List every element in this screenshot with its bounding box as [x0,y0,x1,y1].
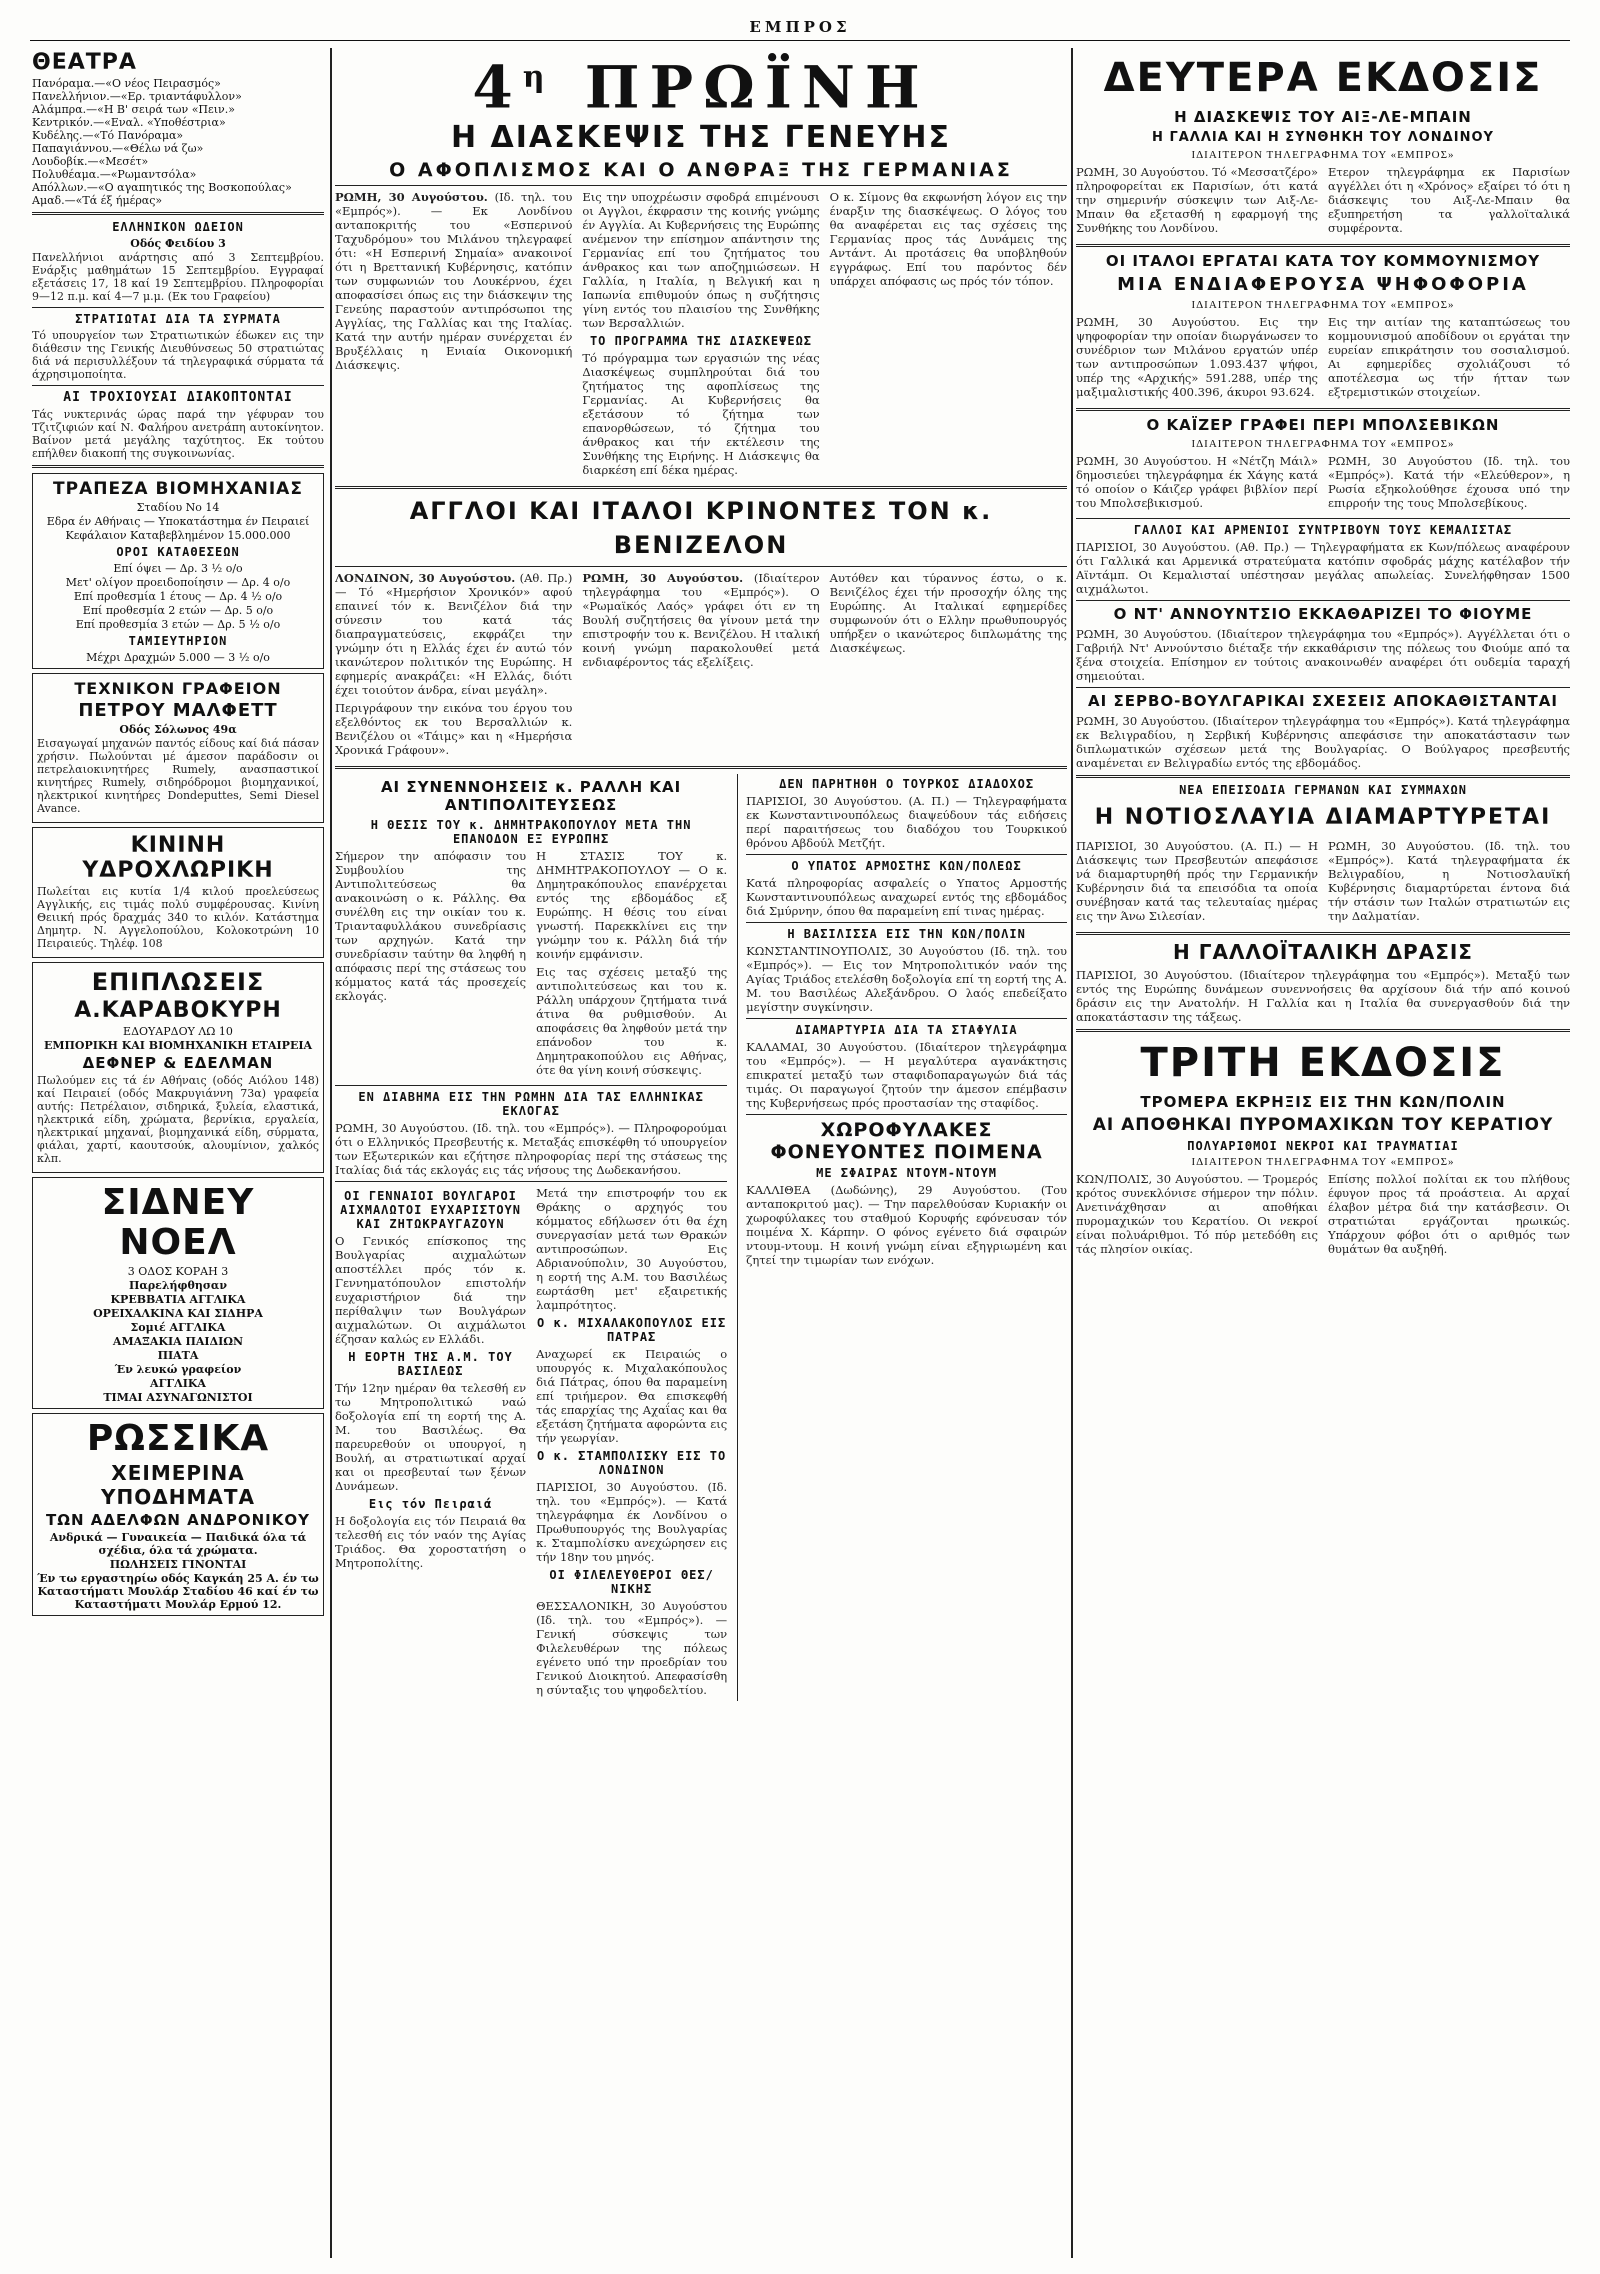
armenians-title: ΓΑΛΛΟΙ ΚΑΙ ΑΡΜΕΝΙΟΙ ΣΥΝΤΡΙΒΟΥΝ ΤΟΥΣ ΚΕΜΑΛΙΣΤΑΣ [1133,523,1513,537]
third-text2: Επίσης πολλοί πολίται εκ του πλήθους έφυγον προς τά προάστεια. Αι αρχαί έλαβον μέτρα διά την κατάσβεσιν. Οι στρατιώται εργάζονται ηρωικώς. Υπάρχουν φόβοι ότι ο αριθμός των θυμάτων θα αυξηθή. [1328,1172,1570,1256]
turk-title: ΔΕΝ ΠΑΡΗΤΗΘΗ Ο ΤΟΥΡΚΟΣ ΔΙΑΔΟΧΟΣ [779,777,1035,792]
stamboliiski-text: ΠΑΡΙΣΙΟΙ, 30 Αυγούστου. (Ιδ. τηλ. του «Εμπρός»). — Κατά τηλεγράφημα έκ Λονδίνου ο Πρωθυπουργός της Βουλγαρίας κ. Σταμπολίσκυ ανεχώρησεν εις τήν 18ην του μηνός. [536,1480,728,1565]
bank-term: Μετ' ολίγον προειδοποίησιν — Δρ. 4 ο/ο [65,576,291,589]
kaiser-text1: ΡΩΜΗ, 30 Αυγούστου. Η «Νέτζη Μάιλ» δημοσιεύει τηλεγράφημα έκ Χάγης κατά τό οποίον ο Κάιζερ γράφει βιβλίον περί του Μπολσεβικισμού. [1076,454,1318,510]
gendarmes-text: ΚΑΛΛΙΘΕΑ (Δωδώνης), 29 Αυγούστου. (Του ανταποκριτού μας). — Την παρελθούσαν Κυριακήν οι χωροφύλακες του σταθμού Κορυφής εφόνευσαν τόν ποιμένα Χ. Κάρπην. Ο φόνος εγένετο διά σφαιρών ντουμ-ντουμ. Η κοινή γνώμη είναι εξηγριωμένη και ζητεί την τιμωρίαν των ενόχων. [746,1183,1067,1268]
furniture-address: ΕΔΟΥΑΡΔΟΥ ΛΩ 10 [123,1025,233,1038]
venizelos-text2: Περιγράφουν την εικόνα του έργου του εξελθόντος εκ του Βερσαλλιών κ. Βενιζέλου οι «Τάιμς» και η «Ημερήσια Χρονικά Γράφουν». [335,701,573,758]
gendarmes-title: ΧΩΡΟΦΥΛΑΚΕΣ ΦΟΝΕΥΟΝΤΕΣ ΠΟΙΜΕΝΑ [770,1119,1043,1164]
franco-title: Η ΓΑΛΛΟΪΤΑΛΙΚΗ ΔΡΑΣΙΣ [1173,940,1473,964]
divider [1076,687,1570,688]
russika-line: ΠΩΛΗΣΕΙΣ ΓΙΝΟΝΤΑΙ [109,1558,247,1571]
divider [746,1018,1067,1019]
yugo-text1: ΠΑΡΙΣΙΟΙ, 30 Αυγούστου. (Α. Π.) — Η Διάσκεψις των Πρεσβευτών απεφάσισε νά διαμαρτυρηθή πρός την Γερμανικήν Κυβέρνησιν διά τα επεισόδια τα οποία συνέβησαν κατά τας τελευταίας ημέρας εις την Άνω Σιλεσίαν. [1076,839,1318,923]
divider [335,1085,727,1086]
technical-address: Οδός Σόλωνος 49α [119,723,237,736]
thessaloniki-title: ΟΙ ΦΙΛΕΛΕΥΘΕΡΟΙ ΘΕΣ/ΝΙΚΗΣ [549,1568,714,1597]
divider [1076,408,1570,411]
bank-ad [32,473,324,669]
technical-ad [32,673,324,823]
odeion-text: Πανελλήνιοι ανάρτησις από 3 Σεπτεμβρίου. Ενάρξις μαθημάτων 15 Σεπτεμβρίου. Εγγραφαί εξετάσεις 17, 18 καί 19 Σεπτεμβρίου. Πληροφορίαι 9—12 π.μ. καί 4—7 μ.μ. (Εκ του Γραφείου) [32,251,324,303]
aix-text1: ΡΩΜΗ, 30 Αυγούστου. Τό «Μεσσατζέρο» πληροφορείται εκ Παρισίων, ότι κατά την σημερινήν σύσκεψιν των Αιξ-Λε-Μπαιν θα εξετασθή η εφαρμογή της Συνθήκης του Λονδίνου. [1076,165,1318,235]
russika-ad [32,1413,324,1616]
divider [1076,518,1570,519]
kaiser-title: Ο ΚΑΪΖΕΡ ΓΡΑΦΕΙ ΠΕΡΙ ΜΠΟΛΣΕΒΙΚΩΝ [1146,416,1500,434]
bank-terms-list [37,562,319,631]
theatre-item: Κυδέλης.—«Τό Πανόραμα» [32,129,184,142]
edition-banner [335,48,1067,122]
stafylia-title: ΔΙΑΜΑΡΤΥΡΙΑ ΔΙΑ ΤΑ ΣΤΑΦΥΛΙΑ [795,1023,1018,1038]
bank-title: ΤΡΑΠΕΖΑ ΒΙΟΜΗΧΑΝΙΑΣ [53,479,303,499]
sidney-line: Σομιέ ΑΓΓΛΙΚΑ [130,1321,226,1334]
divider [335,185,1067,186]
divider [746,854,1067,855]
military-title: ΣΤΡΑΤΙΩΤΑΙ ΔΙΑ ΤΑ ΣΥΡΜΑΤΑ [75,312,281,326]
rallis-text1: Σήμερον την απόφασιν του Συμβουλίου της Αντιπολιτεύσεως θα ανακοινώση ο κ. Ράλλης. Θα συνέλθη εις την οικίαν του κ. Τριανταφυλλάκου συνεδρίασις των αρχηγών. Κατά την συνεδρίασιν ταύτην θα ληφθή η απόφασις περί της στάσεως του κόμματος κατά τάς προσεχείς εκλογάς. [335,849,527,1004]
aix-text2: Ετερον τηλεγράφημα εκ Παρισίων αγγέλλει ότι η «Χρόνος» εξαίρει τό ότι η διάσκεψις του Αιξ-Λε-Μπαιν θα εξυπηρετήση τα γαλλοϊταλικά συμφέροντα. [1328,165,1570,235]
russika-line: Έν τω εργαστηρίω οδός Καγκάη 25 Α. έν τω Καταστήματι Μουλάρ Σταδίου 46 καί έν τω Καταστήματι Μουλάρ Ερμού 12. [37,1572,319,1611]
running-head [30,18,1570,36]
stamboliiski-title: Ο κ. ΣΤΑΜΠΟΛΙΣΚΥ ΕΙΣ ΤΟ ΛΟΝΔΙΝΟΝ [537,1449,727,1478]
furniture-title: ΕΠΙΠΛΩΣΕΙΣ [91,968,265,996]
gendarmes-subtitle: ΜΕ ΣΦΑΙΡΑΣ ΝΤΟΥΜ-ΝΤΟΥΜ [816,1166,998,1181]
theatre-item: Κεντρικόν.—«Εναλ. «Υποθέστρια» [32,116,226,129]
bulgarian-title: ΟΙ ΓΕΝΝΑΙΟΙ ΒΟΥΛΓΑΡΟΙ ΑΙΧΜΑΛΩΤΟΙ ΕΥΧΑΡΙΣΤΟΥΝ ΚΑΙ ΖΗΤΩΚΡΑΥΓΑΖΟΥΝ [340,1189,522,1232]
harmost-title: Ο ΥΠΑΤΟΣ ΑΡΜΟΣΤΗΣ ΚΩΝ/ΠΟΛΕΩΣ [791,859,1022,874]
column-rule-2 [1071,48,1073,2258]
feast-title: Η ΕΟΡΤΗ ΤΗΣ Α.Μ. ΤΟΥ ΒΑΣΙΛΕΩΣ [348,1350,513,1379]
fiume-text: ΡΩΜΗ, 30 Αυγούστου. (Ιδιαίτερον τηλεγράφημα του «Εμπρός»). Αγγέλλεται ότι ο Γαβριήλ Ντ' Αννούντσιο διέταξε τήν εκκαθάρισιν της πόλεως του Φιούμε από τα ξένα στοιχεία. Επίσημον εν τούτοις ανακοινωθέν αναφέρει ότι ουδεμία ταραχή σημειούται. [1076,627,1570,683]
third-edition-banner: ΤΡΙΤΗ ΕΚΔΟΣΙΣ [1140,1040,1506,1086]
serbo-text: ΡΩΜΗ, 30 Αυγούστου. (Ιδιαίτερον τηλεγράφημα του «Εμπρός»). Κατά τηλεγράφημα εκ Βελιγραδίου, η Σερβική Κυβέρνησις απεφάσισε την αποκατάστασιν των διπλωματικών σχέσεων μετά της Βουλγαρίας. Ο Βούλγαρος πρεσβευτής αναμένεται εν Βελιγραδίω εντός της εβδομάδος. [1076,714,1570,770]
peiraeus-text: Η δοξολογία εις τόν Πειραιά θα τελεσθή εις τόν ναόν της Αγίας Τριάδος. Θα χοροστατήση ο Μητροπολίτης. [335,1514,527,1571]
feast-text: Τήν 12ην ημέραν θα τελεσθή εν τω Μητροπολιτικώ ναώ δοξολογία επί τη εορτή της Α. Μ. του Βασιλέως. Θα παρευρεθούν οι υπουργοί, η Βουλή, αι στρατιωτικαί αρχαί και οι πρεσβευταί των ξένων Δυνάμεων. [335,1381,527,1494]
kaiser-agency: ΙΔΙΑΙΤΕΡΟΝ ΤΗΛΕΓΡΑΦΗΜΑ ΤΟΥ «ΕΜΠΡΟΣ» [1191,438,1455,450]
divider [335,566,1067,567]
theatre-item: Αλάμπρα.—«Η Β' σειρά των «Πειν.» [32,103,235,116]
bank-savings-title: ΤΑΜΙΕΥΤΗΡΙΟΝ [128,634,228,648]
sidney-line: ΑΓΓΛΙΚΑ [150,1377,206,1390]
theatre-item: Πανόραμα.—«Ο νέος Πειρασμός» [32,77,221,90]
stafylia-text: ΚΑΛΑΜΑΙ, 30 Αυγούστου. (Ιδιαίτερον τηλεγράφημα του «Εμπρός»). — Η μεγαλύτερα αγανάκτησις επικρατεί μεταξύ των σταφιδοπαραγωγών διά τάς τιμάς. Οι παραγωγοί ζητούν την άμεσον επέμβασιν της Κυβερνήσεως πρός προστασίαν της σταφίδος. [746,1040,1067,1111]
aix-subtitle: Η ΓΑΛΛΙΑ ΚΑΙ Η ΣΥΝΘΗΚΗ ΤΟΥ ΛΟΝΔΙΝΟΥ [1152,130,1494,145]
divider [32,307,324,308]
russika-lines [37,1531,319,1611]
bank-sub: Εδρα έν Αθήναις — Υποκατάστημα έν Πειραιεί [46,515,310,528]
sidney-title: ΣΙΔΝΕΥ ΝΟΕΛ [101,1182,255,1263]
venizelos-dateline2: ΡΩΜΗ, 30 Αυγούστου. [582,571,744,586]
rallis-text3: Εις τας σχέσεις μεταξύ της αντιπολιτεύσεως και του κ. Ράλλη υπάρχουν ζητήματα τινά άτινα θα ρυθμισθούν. Αι αποφάσεις θα ληφθούν μετά την επάνοδον του κ. Δημητρακοπούλου εις Αθήνας, ότε θα γίνη κοινή σύσκεψις. [536,965,728,1078]
venizelos-text3: (Ιδιαίτερον τηλεγράφημα του «Εμπρός»). Ο «Ρωμαϊκός Λαός» γράφει ότι εν τη Βουλή συζητήσεις θα γίνουν μετά την επιστροφήν του κ. Βενιζέλου. Η ιταλική κοινή γνώμη παρακολουθεί μετά ενδιαφέροντος τάς εξελίξεις. [582,571,820,670]
geneva-title: Η ΔΙΑΣΚΕΨΙΣ ΤΗΣ ΓΕΝΕΥΗΣ [450,120,951,156]
odeion-address: Οδός Φειδίου 3 [130,237,226,250]
third-subtitle: ΑΙ ΑΠΟΘΗΚΑΙ ΠΥΡΟΜΑΧΙΚΩΝ ΤΟΥ ΚΕΡΑΤΙΟΥ [1092,1115,1554,1135]
divider [746,1114,1067,1115]
third-text1: ΚΩΝ/ΠΟΛΙΣ, 30 Αυγούστου. — Τρομερός κρότος συνεκλόνισε σήμερον την πόλιν. Ανετινάχθησαν αι αποθήκαι πυρομαχικών του Κερατίου. Οι νεκροί είναι πολυάριθμοι. Τό πύρ μετεδόθη εις τάς πλησίον οικίας. [1076,1172,1318,1256]
edition-number: 4 [472,53,523,122]
sidney-line: Έν λευκώ γραφείον [114,1363,242,1376]
masthead-rule-thin [30,40,1570,41]
center-lower [335,774,1067,1701]
queen-text: ΚΩΝΣΤΑΝΤΙΝΟΥΠΟΛΙΣ, 30 Αυγούστου (Ιδ. τηλ. του «Εμπρός»). — Εις τον Μητροπολιτικόν ναόν της Αγίας Τριάδος ετελέσθη δοξολογία επί τη εορτή της Α. Μ. του Βασιλέως Αλεξάνδρου. Ο λαός επεδείξατο μεγίστην συγκίνησιν. [746,944,1067,1015]
aix-title: Η ΔΙΑΣΚΕΨΙΣ ΤΟΥ ΑΙΞ-ΛΕ-ΜΠΑΙΝ [1174,108,1472,126]
divider [1076,600,1570,601]
theatre-item: Πανελλήνιον.—«Ερ. τριαντάφυλλον» [32,90,242,103]
geneva-text3: Τό πρόγραμμα των εργασιών της νέας Διασκέψεως συμπληρούται διά του ζητήματος της αφοπλίσεως της Γερμανίας. Αι Κυβερνήσεις θα εξετάσουν τό ζήτημα των επανορθώσεων, τό ζήτημα του άνθρακος και τήν εκτέλεσιν της Συνθήκης της Ειρήνης. Η Διάσκεψις θα διαρκέση επί δέκα ημέρας. [582,351,820,478]
sidney-address: 3 ΟΔΟΣ ΚΟΡΑΗ 3 [127,1265,229,1278]
russika-title: ΡΩΣΣΙΚΑ [86,1418,270,1459]
divider [1076,775,1570,778]
trams-title: ΑΙ ΤΡΟΧΙΟΥΣΑΙ ΔΙΑΚΟΠΤΟΝΤΑΙ [63,390,293,405]
quinine-text: Πωλείται εις κυτία 1/4 κιλού προελεύσεως Αγγλικής, εις τιμάς πολύ συμφέρουσας. Κινίνη Θειική πρός δραχμάς 340 το κιλόν. Κατάστημα Δημητρ. Ν. Αγγελοπούλου, Κολοκοτρώνη 10 Πειραιεύς. Τηλέφ. 108 [37,885,319,950]
mikhalakopoulos-text: Αναχωρεί εκ Πειραιώς ο υπουργός κ. Μιχαλακόπουλος διά Πάτρας, όπου θα παραμείνη επί τριήμερον. Θα επισκεφθή τάς επαρχίας της Αχαΐας και θα εξετάση ζητήματα αφορώντα εις τήν γεωργίαν. [536,1347,728,1446]
geneva-text2: Εις την υποχρέωσιν σφοδρά επιμένουσι οι Αγγλοι, έκφρασιν της κοινής γνώμης έν Αγγλία. Αι Κυβερνήσεις της Ευρώπης ανέμενον την επίσημον απάντησιν της Γερμανίας επί του ζητήματος του άνθρακος και των αποζημιώσεων. Η Γαλλία, η Ιταλία, η Βελγική και η Ιαπωνία επιθυμούν όπως η συζήτησις γίνη εντός του πλαισίου της Συνθήκης των Βερσαλλιών. [582,190,820,331]
column-right [1076,48,1570,2258]
venizelos-text4: Αυτόθεν και τύραννος έστω, ο κ. Βενιζέλος έχει τήν προσοχήν όλης της Ευρώπης. Αι Ιταλικαί εφημερίδες συμφωνούν ότι ο Ελλην πρωθυπουργός υπήρξεν ο ικανώτερος διπλωμάτης της Διασκέψεως. [829,571,1067,656]
bank-term: Επί προθεσμία 1 έτους — Δρ. 4 ½ ο/ο [73,590,283,603]
queen-title: Η ΒΑΣΙΛΙΣΣΑ ΕΙΣ ΤΗΝ ΚΩΝ/ΠΟΛΙΝ [787,927,1026,942]
furniture-ad [32,962,324,1173]
divider [32,212,324,215]
edition-word: ΠΡΩΪΝΗ [584,53,930,122]
venizelos-dateline1: ΛΟΝΔΙΝΟΝ, 30 Αυγούστου. [335,571,516,586]
aix-agency: ΙΔΙΑΙΤΕΡΟΝ ΤΗΛΕΓΡΑΦΗΜΑ ΤΟΥ «ΕΜΠΡΟΣ» [1191,149,1455,161]
second-edition-banner: ΔΕΥΤΕΡΑ ΕΚΔΟΣΙΣ [1103,55,1543,101]
divider [32,465,324,468]
column-rule-1 [330,48,332,2258]
technical-text: Εισαγωγαί μηχανών παντός είδους καί διά πάσαν χρήσιν. Πωλούνται μέ άμεσον παράδοσιν οι πετρελαιοκινητήρες Rumely, ανασπαστικοί κινητήρες Rumely, σιδηρόδρομοι βιομηχανικοί, ηλεκτρικοί κινητήρες Dondeputtes, Semi Diesel Avance. [37,737,319,815]
furniture-name: Α.ΚΑΡΑΒΟΚΥΡΗ [74,998,282,1023]
technical-name: ΠΕΤΡΟΥ ΜΑΛΦΕΤΤ [78,700,278,721]
venizelos-body [335,571,1067,761]
sidney-line: ΟΡΕΙΧΑΛΚΙΝΑ ΚΑΙ ΣΙΔΗΡΑ [93,1307,263,1320]
bank-term: Επί όψει — Δρ. 3 ½ ο/ο [113,562,243,575]
elections-text: ΡΩΜΗ, 30 Αυγούστου. (Ιδ. τηλ. του «Εμπρός»). — Πληροφορούμαι ότι ο Ελληνικός Πρεσβευτής κ. Μεταξάς επισκέφθη τό υπουργείον των Εξωτερικών και εζήτησε πληροφορίας περί της στάσεως της Ιταλίας διά τάς εκλογάς εις τάς νήσους της Δωδεκανήσου. [335,1121,728,1178]
geneva-text1: (Ιδ. τηλ. του «Εμπρός»). — Εκ Λονδίνου ανταποκριτής του «Εσπερινού Ταχυδρόμου» του Μιλάνου τηλεγραφεί ότι: «Η Εσπερινή Σημαία» ανακοινοί ότι η Βρεττανική Κυβέρνησις, κατόπιν των συμφωνιών του Λουκέρνου, έχει αποφασίσει όπως εις την διάσκεψιν της Γενεύης παραστούν αντιπρόσωποι της Αγγλίας, της Γαλλίας και της Ιταλίας. Κατά την αυτήν ημέραν συνέρχεται έν Βρυξέλλαις η Ενιαία Οικονομική Διάσκεψις. [335,190,573,373]
bulgarian-text: Ο Γενικός επίσκοπος της Βουλγαρίας αιχμαλώτων αποστέλλει πρός τόν κ. Γεννηματόπουλον επιστολήν ευχαριστήριον διά την περίθαλψιν των Βουλγάρων αιχμαλώτων. Οι αιχμάλωτοι έζησαν καλώς εν Ελλάδι. [335,1234,527,1347]
turk-text: ΠΑΡΙΣΙΟΙ, 30 Αυγούστου. (Α. Π.) — Τηλεγραφήματα εκ Κωνσταντινουπόλεως διαψεύδουν τάς ειδήσεις περί παραιτήσεως του διαδόχου του Τουρκικού θρόνου Αβδούλ Μετζήτ. [746,794,1067,851]
third-sub2: ΠΟΛΥΑΡΙΘΜΟΙ ΝΕΚΡΟΙ ΚΑΙ ΤΡΑΥΜΑΤΙΑΙ [1187,1139,1459,1153]
workers-text2: Εις την αιτίαν της καταπτώσεως του κομμουνισμού αποδίδουν οι εργάται την ευρείαν επικράτησιν του σοσιαλισμού. Αι εφημερίδες σχολιάζουσι τό αποτέλεσμα ως τήν ήτταν των εξτρεμιστικών στοιχείων. [1328,315,1570,399]
sidney-line: ΚΡΕΒΒΑΤΙΑ ΑΓΓΛΙΚΑ [110,1293,246,1306]
newspaper-page [30,18,1570,2258]
bank-capital: Κεφάλαιον Καταβεβλημένον 15.000.000 [65,529,291,542]
geneva-text4: Ο κ. Σίμονς θα εκφωνήση λόγον εις την έναρξιν της διασκέψεως. Ο λόγος του θα αναφέρεται εις τας σχέσεις της Γερμανίας προς τάς Δυνάμεις της Αντάντ. Αι προτάσεις θα υποβληθούν εγγράφως. Επί του παρόντος δέν υπάρχει απόφασις ως πρός τόν τόπον. [829,190,1067,289]
peiraeus-title: Εις τόν Πειραιά [368,1497,493,1512]
workers-title: ΟΙ ΙΤΑΛΟΙ ΕΡΓΑΤΑΙ ΚΑΤΑ ΤΟΥ ΚΟΜΜΟΥΝΙΣΜΟΥ [1105,252,1541,270]
armenians-text: ΠΑΡΙΣΙΟΙ, 30 Αυγούστου. (Αθ. Πρ.) — Τηλεγραφήματα εκ Κων/πόλεως αναφέρουν ότι Γαλλικά και Αρμενικά στρατεύματα κατόπιν σφοδράς μάχης κατέλαβον τήν Αϊντάμπ. Οι Κεμαλισταί υπέστησαν μεγάλας απωλείας. Συνελήφθησαν 1500 αιχμάλωτοι. [1076,540,1570,596]
theatre-item: Απόλλων.—«Ο αγαπητικός της Βοσκοπούλας» [32,181,292,194]
yugo-text2: ΡΩΜΗ, 30 Αυγούστου. (Ιδ. τηλ. του «Εμπρός»). Κατά τηλεγραφήματα έκ Βελιγραδίου, η Νοτιοσλαυϊκή Κυβέρνησις διαμαρτύρεται έντονα διά τήν στάσιν των Ιταλών στρατιωτών εις την Δαλματίαν. [1328,839,1570,923]
venizelos-title: ΑΓΓΛΟΙ ΚΑΙ ΙΤΑΛΟΙ ΚΡΙΝΟΝΤΕΣ ΤΟΝ κ. ΒΕΝΙΖΕΛΟΝ [409,497,993,560]
divider [1076,1029,1570,1032]
bank-terms-title: ΟΡΟΙ ΚΑΤΑΘΕΣΕΩΝ [116,545,240,559]
russika-sub1: ΧΕΙΜΕΡΙΝΑ ΥΠΟΔΗΜΑΤΑ [101,1461,255,1509]
furniture-sub: ΕΜΠΟΡΙΚΗ ΚΑΙ ΒΙΟΜΗΧΑΝΙΚΗ ΕΤΑΙΡΕΙΑ [43,1039,313,1052]
yugo-title: ΝΕΑ ΕΠΕΙΣΟΔΙΑ ΓΕΡΜΑΝΩΝ ΚΑΙ ΣΥΜΜΑΧΩΝ [1179,783,1467,797]
yugo-subtitle: Η ΝΟΤΙΟΣΛΑΥΙΑ ΔΙΑΜΑΡΤΥΡΕΤΑΙ [1094,805,1552,830]
sidney-line: Παρελήφθησαν [128,1279,228,1292]
harmost-text: Κατά πληροφορίας ασφαλείς ο Υπατος Αρμοστής Κωνσταντινουπόλεως αναχωρεί εντός της εβδομάδος διά Σμύρνην, όπου θα παραμείνη επί τινας ημέρας. [746,876,1067,919]
paper-name: ΕΜΠΡΟΣ [739,18,860,36]
thessaloniki-text: ΘΕΣΣΑΛΟΝΙΚΗ, 30 Αυγούστου (Ιδ. τηλ. του «Εμπρός»). — Γενική σύσκεψις των Φιλελευθέρων της πόλεως εγένετο υπό την προεδρίαν του Γενικού Διοικητού. Απεφασίσθη η σύνταξις του ψηφοδελτίου. [536,1599,728,1698]
theatre-item: Αμαδ.—«Τά έξ ήμέρας» [32,194,163,207]
workers-subtitle: ΜΙΑ ΕΝΔΙΑΦΕΡΟΥΣΑ ΨΗΦΟΦΟΡΙΑ [1117,274,1529,295]
divider [335,766,1067,769]
fiume-title: Ο ΝΤ' ΑΝΝΟΥΝΤΣΙΟ ΕΚΚΑΘΑΡΙΖΕΙ ΤΟ ΦΙΟΥΜΕ [1113,605,1533,623]
odeion-title: ΕΛΛΗΝΙΚΟΝ ΩΔΕΙΟΝ [112,220,244,234]
third-agency: ΙΔΙΑΙΤΕΡΟΝ ΤΗΛΕΓΡΑΦΗΜΑ ΤΟΥ «ΕΜΠΡΟΣ» [1191,1156,1455,1168]
divider [1076,932,1570,935]
geneva-body [335,190,1067,481]
theatres-title: ΘΕΑΤΡΑ [32,50,137,75]
quinine-ad [32,827,324,958]
sidney-ad [32,1177,324,1409]
theatre-item: Πολυθέαμα.—«Ρωμαντσόλα» [32,168,197,181]
geneva-program-title: ΤΟ ΠΡΟΓΡΑΜΜΑ ΤΗΣ ΔΙΑΣΚΕΨΕΩΣ [589,334,813,349]
mikhalakopoulos-title: Ο κ. ΜΙΧΑΛΑΚΟΠΟΥΛΟΣ ΕΙΣ ΠΑΤΡΑΣ [537,1316,727,1345]
divider [335,486,1067,489]
theatre-item: Παπαγιάννου.—«Θέλω νά ζω» [32,142,204,155]
rallis-subtitle: Η ΘΕΣΙΣ ΤΟΥ κ. ΔΗΜΗΤΡΑΚΟΠΟΥΛΟΥ ΜΕΤΑ ΤΗΝ ΕΠΑΝΟΔΟΝ ΕΞ ΕΥΡΩΠΗΣ [370,818,692,847]
technical-title: ΤΕΧΝΙΚΟΝ ΓΡΑΦΕΙΟΝ [74,679,282,698]
workers-text1: ΡΩΜΗ, 30 Αυγούστου. Εις την ψηφοφορίαν την οποίαν διωργάνωσεν το συνέδριον των Μιλάνου εργατών υπέρ των αντιπροσώπων 1.093.437 ψήφοι, υπέρ της «Αρχικής» 591.288, υπέρ της μαξιμαλιστικής 400.396, άκυροι 93.624. [1076,315,1318,399]
divider [32,385,324,386]
sidney-lines [37,1279,319,1404]
rallis-title: ΑΙ ΣΥΝΕΝΝΟΗΣΕΙΣ κ. ΡΑΛΛΗ ΚΑΙ ΑΝΤΙΠΟΛΙΤΕΥΣΕΩΣ [380,778,682,815]
russika-sub2: ΤΩΝ ΑΔΕΛΦΩΝ ΑΝΔΡΟΝΙΚΟΥ [46,1511,310,1529]
serbo-title: ΑΙ ΣΕΡΒΟ-ΒΟΥΛΓΑΡΙΚΑΙ ΣΧΕΣΕΙΣ ΑΠΟΚΑΘΙΣΤΑΝΤΑΙ [1088,692,1558,710]
workers-agency: ΙΔΙΑΙΤΕΡΟΝ ΤΗΛΕΓΡΑΦΗΜΑ ΤΟΥ «ΕΜΠΡΟΣ» [1191,299,1455,311]
furniture-text: Πωλούμεν εις τά έν Αθήναις (οδός Αιόλου 148) καί Πειραιεί (οδός Μακρυγιάννη 73α) γραφεία αυτής: Πετρέλαιον, σιδηρικά, ξυλεία, ελαστικά, ηλεκτρικά είδη, χρώματα, βερνίκια, εργαλεία, ηλεκτρικαί μηχαναί, βιομηχανικά είδη, σύρματα, φιάλαι, χαρτί, καουτσούκ, αλουμίνιον, χαλκός κλπ. [37,1074,319,1165]
theatres-section [30,50,326,1616]
bank-address: Σταδίου Νο 14 [136,501,220,514]
rallis-text2: Η ΣΤΑΣΙΣ ΤΟΥ κ. ΔΗΜΗΤΡΑΚΟΠΟΥΛΟΥ — Ο κ. Δημητρακόπουλος επανέρχεται εντός της εβδομάδος εξ Ευρώπης. Η θέσις του είναι γνωστή. Παρεκκλίνει εις την γνώμην του κ. Ράλλη διά τήν κοινήν εμφάνισιν. [536,849,728,962]
kaiser-text2: ΡΩΜΗ, 30 Αυγούστου (Ιδ. τηλ. του «Εμπρός»). Κατά τήν «Ελεύθερον», η Ρωσία εξηκολούθησε έχουσα υπό την επιρροήν της τους Μπολσεβίκους. [1328,454,1570,510]
edition-suffix: η [522,60,555,95]
franco-text: ΠΑΡΙΣΙΟΙ, 30 Αυγούστου. (Ιδιαίτερον τηλεγράφημα του «Εμπρός»). Μεταξύ των εντός της Ευρώπης δυνάμεων συνεννοήσεις θα αρχίσουν διά τήν από κοινού δράσιν εις την Ανατολήν. Η Γαλλία και η Ιταλία θα συνεργασθούν διά την αποκατάστασιν της τάξεως. [1076,968,1570,1024]
trams-text: Τάς νυκτερινάς ώρας παρά την γέφυραν του Τζιτζιφιών καί Ν. Φαλήρου ανετράπη αυτοκίνητον. Βαίνον μετά μεγάλης ταχύτητος. Εκ τούτου επήλθεν διακοπή της συγκοινωνίας. [32,408,324,460]
quinine-title: ΚΙΝΙΝΗ ΥΔΡΟΧΛΩΡΙΚΗ [82,833,274,883]
bank-savings: Μέχρι Δραχμών 5.000 — 3 ½ ο/ο [86,651,270,664]
russika-line: Ανδρικά — Γυναικεία — Παιδικά όλα τά σχέδια, όλα τά χρώματα. [49,1531,307,1557]
theatre-list [32,77,324,207]
elections-title: ΕΝ ΔΙΑΒΗΜΑ ΕΙΣ ΤΗΝ ΡΩΜΗΝ ΔΙΑ ΤΑΣ ΕΛΛΗΝΙΚΑΣ ΕΚΛΟΓΑΣ [358,1090,704,1119]
bank-term: Επί προθεσμία 2 ετών — Δρ. 5 ο/ο [82,604,274,617]
sidney-line: ΠΙΑΤΑ [157,1349,199,1362]
theatre-item: Λουδοβίκ.—«Μεσέτ» [32,155,149,168]
divider [1076,244,1570,247]
divider [746,922,1067,923]
geneva-subtitle: Ο ΑΦΟΠΛΙΣΜΟΣ ΚΑΙ Ο ΑΝΘΡΑΞ ΤΗΣ ΓΕΡΜΑΝΙΑΣ [389,159,1013,182]
sidney-line: ΑΜΑΞΑΚΙΑ ΠΑΙΔΙΩΝ [112,1335,244,1348]
furniture-company: ΔΕΦΝΕΡ & ΕΔΕΛΜΑΝ [82,1054,274,1072]
column-center [335,48,1067,2258]
military-text: Τό υπουργείον των Στρατιωτικών έδωκεν εις την διάθεσιν της Γενικής Διευθύνσεως 50 στρατιώτας διά νά περισυλλέξουν τά τηλεγραφικά σύρματα τά άχρησιμοποίητα. [32,329,324,381]
venizelos-text1: (Αθ. Πρ.) — Τό «Ημερήσιον Χρονικόν» αφού επαινεί τόν κ. Βενιζέλον διά την σύνεσιν του κατά τάς διαπραγματεύσεις, εκφράζει την γνώμην ότι η Ελλάς έχει έν αυτώ τόν ικανώτερον πολιτικόν της Ευρώπης. Η εφημερίς ανακράζει: «Η Ελλάς, διότι έχει τοιούτον άνδρα, είναι μεγάλη». [335,571,573,698]
bank-term: Επί προθεσμία 3 ετών — Δρ. 5 ½ ο/ο [75,618,281,631]
third-title: ΤΡΟΜΕΡΑ ΕΚΡΗΞΙΣ ΕΙΣ ΤΗΝ ΚΩΝ/ΠΟΛΙΝ [1140,1093,1506,1111]
divider [335,1181,727,1182]
column-left [30,48,326,2258]
sidney-line: ΤΙΜΑΙ ΑΣΥΝΑΓΩΝΙΣΤΟΙ [103,1391,253,1404]
geneva-dateline: ΡΩΜΗ, 30 Αυγούστου. [335,190,488,205]
thrace-text: Μετά την επιστροφήν του εκ Θράκης ο αρχηγός του κόμματος εδήλωσεν ότι θα έχη συνεργασίαν μετά των Θρακών αντιπροσώπων. Εις Αδριανούπολιν, 30 Αυγούστου, η εορτή της Α.Μ. του Βασιλέως εωρτάσθη μετ' εξαιρετικής λαμπρότητος. [536,1186,728,1313]
